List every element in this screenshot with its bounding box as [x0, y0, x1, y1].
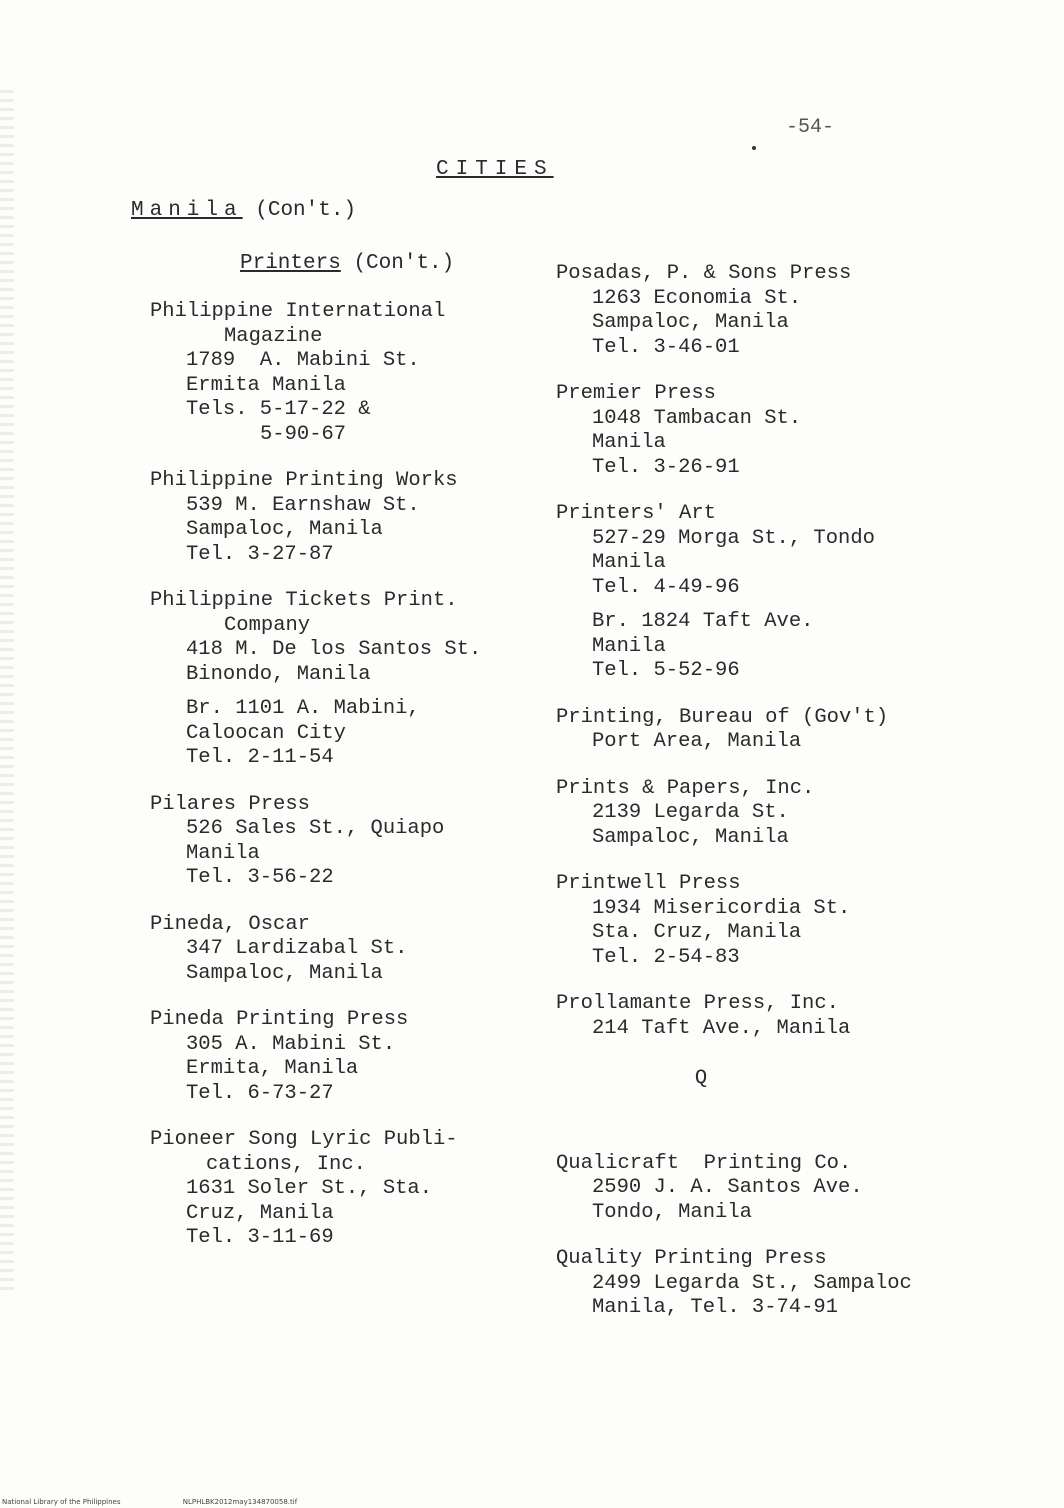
- directory-entry: [150, 1128, 530, 1251]
- footer: [2, 1498, 357, 1506]
- entry-name: Philippine Printing Works: [150, 469, 458, 492]
- entry-name: Pioneer Song Lyric Publi-: [150, 1128, 458, 1151]
- entry-line: Ermita, Manila: [186, 1057, 359, 1080]
- footer-file-id: NLPHLBK2012may134870058.tif: [182, 1498, 298, 1506]
- directory-entry: [556, 706, 936, 755]
- left-column: [150, 300, 530, 1273]
- entry-line: 214 Taft Ave., Manila: [592, 1016, 851, 1040]
- page-number: -54-: [786, 116, 835, 139]
- footer-library: National Library of the Philippines: [2, 1498, 121, 1506]
- entry-line: 418 M. De los Santos St.: [186, 638, 482, 661]
- ink-dot: [752, 146, 756, 150]
- entry-line: 1263 Economia St.: [592, 286, 802, 310]
- entry-line: Tel. 3-27-87: [186, 542, 334, 566]
- entry-name: Prollamante Press, Inc.: [556, 992, 839, 1015]
- entry-name: Posadas, P. & Sons Press: [556, 262, 852, 285]
- entry-line: Cruz, Manila: [186, 1201, 334, 1225]
- page-heading: CITIES: [436, 158, 554, 181]
- entry-name: Philippine International: [150, 300, 446, 323]
- directory-entry: [556, 1247, 936, 1321]
- entry-name: Printwell Press: [556, 872, 741, 895]
- directory-entry: [150, 300, 530, 447]
- entry-name: Premier Press: [556, 382, 716, 405]
- directory-entry: [556, 1152, 936, 1226]
- entry-name: Pineda Printing Press: [150, 1008, 409, 1031]
- entry-line: Sta. Cruz, Manila: [592, 921, 802, 944]
- city-note: (Con't.): [255, 199, 357, 222]
- entry-line: 2590 J. A. Santos Ave.: [592, 1176, 863, 1199]
- directory-entry: [556, 992, 936, 1041]
- entry-name: Pilares Press: [150, 792, 310, 816]
- entry-branch: [556, 610, 936, 684]
- entry-line: cations, Inc.: [206, 1152, 366, 1176]
- entry-line: Manila: [592, 431, 666, 454]
- entry-line: Tondo, Manila: [592, 1200, 752, 1224]
- entry-line: 2499 Legarda St., Sampaloc: [592, 1271, 912, 1295]
- entry-line: 2139 Legarda St.: [592, 801, 789, 824]
- entry-name: Pineda, Oscar: [150, 912, 310, 936]
- entry-line: Sampaloc, Manila: [592, 825, 789, 849]
- entry-line: 526 Sales St., Quiapo: [186, 817, 445, 840]
- entry-line: Sampaloc, Manila: [186, 961, 383, 985]
- entry-line: Sampaloc, Manila: [186, 518, 383, 541]
- entry-line: Manila: [592, 551, 666, 574]
- entry-line: Tel. 2-54-83: [592, 945, 740, 969]
- branch-line: Br. 1101 A. Mabini,: [186, 697, 420, 720]
- directory-entry: [556, 872, 936, 970]
- entry-line: 1789 A. Mabini St.: [186, 349, 420, 372]
- entry-name: Quality Printing Press: [556, 1247, 827, 1270]
- entry-branch: [150, 697, 530, 771]
- entry-line: Sampaloc, Manila: [592, 311, 789, 334]
- entry-line: Tels. 5-17-22 &: [186, 398, 371, 421]
- directory-entry: [150, 589, 530, 771]
- entry-line: 305 A. Mabini St.: [186, 1032, 396, 1056]
- entry-name: Prints & Papers, Inc.: [556, 776, 815, 800]
- entry-line: 539 M. Earnshaw St.: [186, 493, 420, 517]
- entry-line: Ermita Manila: [186, 373, 346, 397]
- entry-line: Manila: [186, 841, 260, 865]
- entry-line: Tel. 3-46-01: [592, 335, 740, 359]
- branch-line: Caloocan City: [186, 721, 346, 745]
- directory-entry: [150, 913, 530, 987]
- entry-line: Tel. 4-49-96: [592, 575, 740, 599]
- branch-line: Manila: [592, 634, 666, 658]
- branch-line: Tel. 2-11-54: [186, 746, 334, 769]
- entry-line: Tel. 6-73-27: [186, 1081, 334, 1105]
- entry-line: 347 Lardizabal St.: [186, 937, 408, 960]
- branch-line: Tel. 5-52-96: [592, 659, 740, 682]
- entry-line: Tel. 3-11-69: [186, 1226, 334, 1249]
- binding-edge: [0, 90, 14, 1290]
- directory-entry: [150, 469, 530, 567]
- directory-entry: [556, 777, 936, 851]
- entry-line: Company: [224, 613, 311, 637]
- entry-line: 1934 Misericordia St.: [592, 896, 851, 920]
- entry-name: Printers' Art: [556, 502, 716, 525]
- branch-line: Br. 1824 Taft Ave.: [592, 610, 814, 633]
- entry-name: Philippine Tickets Print.: [150, 589, 458, 612]
- directory-entry: [150, 1008, 530, 1106]
- entry-name: Qualicraft Printing Co.: [556, 1151, 852, 1175]
- directory-entry: [556, 382, 936, 480]
- entry-name: Printing, Bureau of (Gov't): [556, 705, 889, 729]
- directory-entry: [556, 502, 936, 684]
- entry-line: Magazine: [224, 324, 323, 348]
- section-heading: [240, 252, 454, 275]
- entry-line: 1631 Soler St., Sta.: [186, 1177, 433, 1200]
- entry-line: Tel. 3-56-22: [186, 866, 334, 889]
- section-name: Printers: [240, 252, 341, 275]
- right-column: [556, 262, 936, 1343]
- entry-line: 5-90-67: [260, 422, 347, 446]
- directory-entry: [556, 262, 936, 360]
- city-name: Manila: [131, 199, 243, 222]
- entry-line: Tel. 3-26-91: [592, 455, 740, 479]
- directory-entry: [150, 793, 530, 891]
- entry-line: 527-29 Morga St., Tondo: [592, 526, 875, 550]
- city-heading: [131, 199, 356, 222]
- entry-line: Binondo, Manila: [186, 662, 371, 686]
- entry-line: 1048 Tambacan St.: [592, 406, 802, 430]
- entry-line: Manila, Tel. 3-74-91: [592, 1296, 839, 1319]
- letter-divider: Q: [694, 1067, 708, 1090]
- section-note: (Con't.): [353, 252, 455, 275]
- entry-line: Port Area, Manila: [592, 730, 802, 753]
